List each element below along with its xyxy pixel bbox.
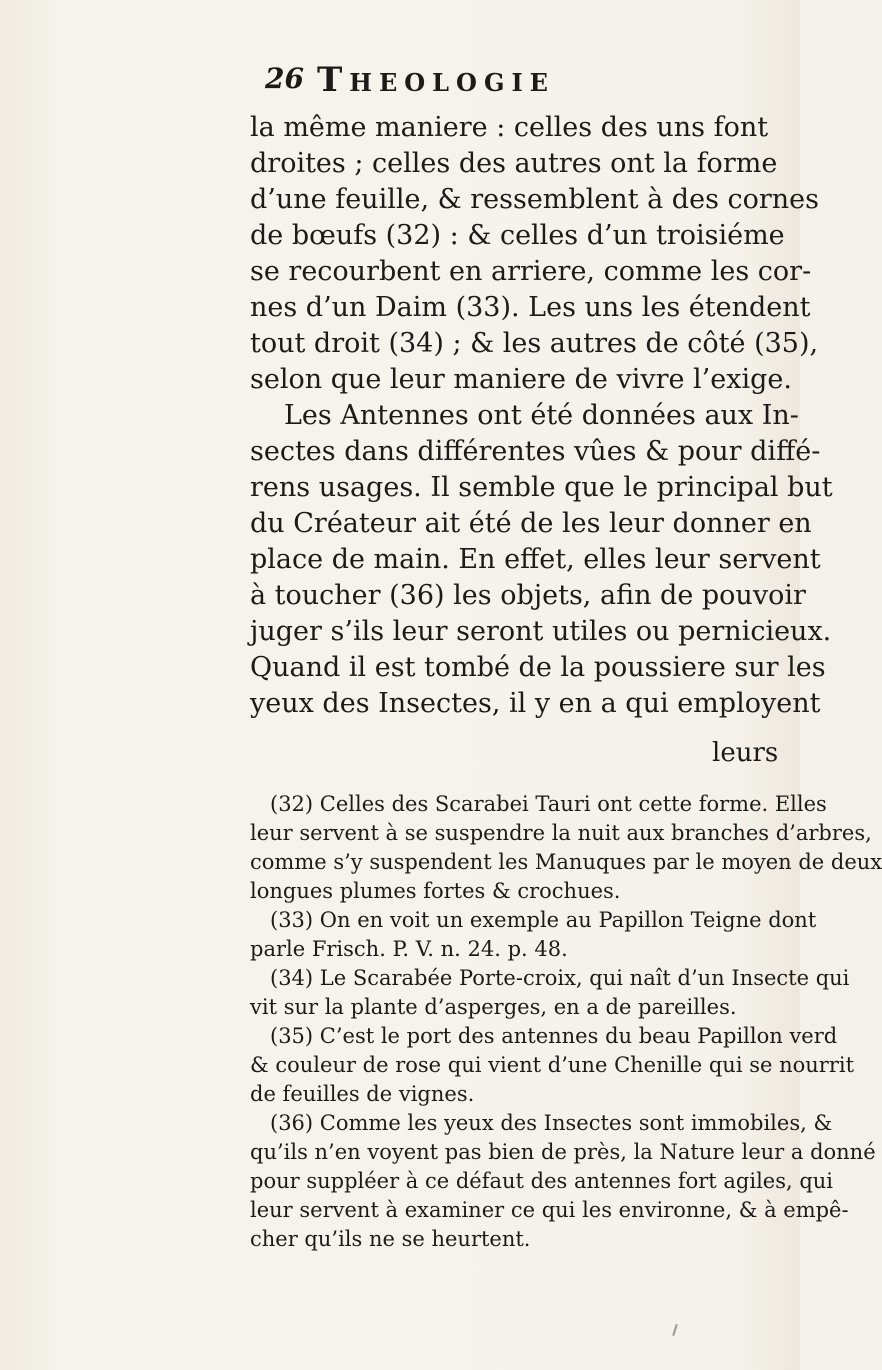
text-line: tout droit (34) ; & les autres de côté (35), [250, 328, 819, 359]
catchword: leurs [712, 738, 779, 768]
footnote-35-line: (35) C’est le port des antennes du beau Papillon verd [270, 1024, 838, 1048]
footnote-36-line: (36) Comme les yeux des Insectes sont immobiles, & [270, 1111, 833, 1135]
footnote-36-line: qu’ils n’en voyent pas bien de près, la Nature leur a donné [250, 1140, 876, 1164]
text-line: d’une feuille, & ressemblent à des cornes [250, 184, 820, 215]
text-line: nes d’un Daim (33). Les uns les étendent [250, 292, 811, 323]
text-line: Quand il est tombé de la poussiere sur les [250, 652, 826, 683]
paragraph-start-line: Les Antennes ont été données aux In- [284, 400, 799, 431]
text-line: la même maniere : celles des uns font [250, 112, 769, 143]
footnote-35-line: de feuilles de vignes. [250, 1082, 475, 1106]
footnote-34-line: vit sur la plante d’asperges, en a de pareilles. [250, 995, 737, 1019]
footnote-36-line: pour suppléer à ce défaut des antennes fort agiles, qui [250, 1169, 834, 1193]
main-text [250, 110, 833, 722]
footnote-35-line: & couleur de rose qui vient d’une Chenille qui se nourrit [250, 1053, 855, 1077]
footnote-33-line: parle Frisch. P. V. n. 24. p. 48. [250, 937, 568, 961]
page-header [265, 60, 785, 110]
page-number: 26 [265, 62, 304, 95]
text-line: sectes dans différentes vûes & pour diffé- [250, 436, 821, 467]
text-line: yeux des Insectes, il y en a qui employent [250, 688, 821, 719]
text-line: place de main. En effet, elles leur servent [250, 544, 821, 575]
footnote-32-line: leur servent à se suspendre la nuit aux branches d’arbres, [250, 821, 872, 845]
footnote-32-line: (32) Celles des Scarabei Tauri ont cette forme. Elles [270, 792, 827, 816]
footnote-33-line: (33) On en voit un exemple au Papillon Teigne dont [270, 908, 817, 932]
text-line: se recourbent en arriere, comme les cor- [250, 256, 812, 287]
footnotes [250, 790, 882, 1254]
text-line: à toucher (36) les objets, afin de pouvoir [250, 580, 806, 611]
text-line: droites ; celles des autres ont la forme [250, 148, 778, 179]
footnote-36-line: leur servent à examiner ce qui les environne, & à empê- [250, 1198, 849, 1222]
footnote-36-line: cher qu’ils ne se heurtent. [250, 1227, 531, 1251]
text-line: de bœufs (32) : & celles d’un troisiéme [250, 220, 785, 251]
text-line: selon que leur maniere de vivre l’exige. [250, 364, 792, 395]
footnote-32-line: longues plumes fortes & crochues. [250, 879, 621, 903]
text-line: rens usages. Il semble que le principal but [250, 472, 833, 503]
footnote-32-line: comme s’y suspendent les Manuques par le moyen de deux [250, 850, 882, 874]
footnote-34-line: (34) Le Scarabée Porte-croix, qui naît d’un Insecte qui [270, 966, 850, 990]
text-line: juger s’ils leur seront utiles ou pernicieux. [250, 616, 832, 647]
running-title: Theologie [317, 60, 555, 100]
text-line: du Créateur ait été de les leur donner en [250, 508, 812, 539]
ink-mark [672, 1324, 678, 1336]
